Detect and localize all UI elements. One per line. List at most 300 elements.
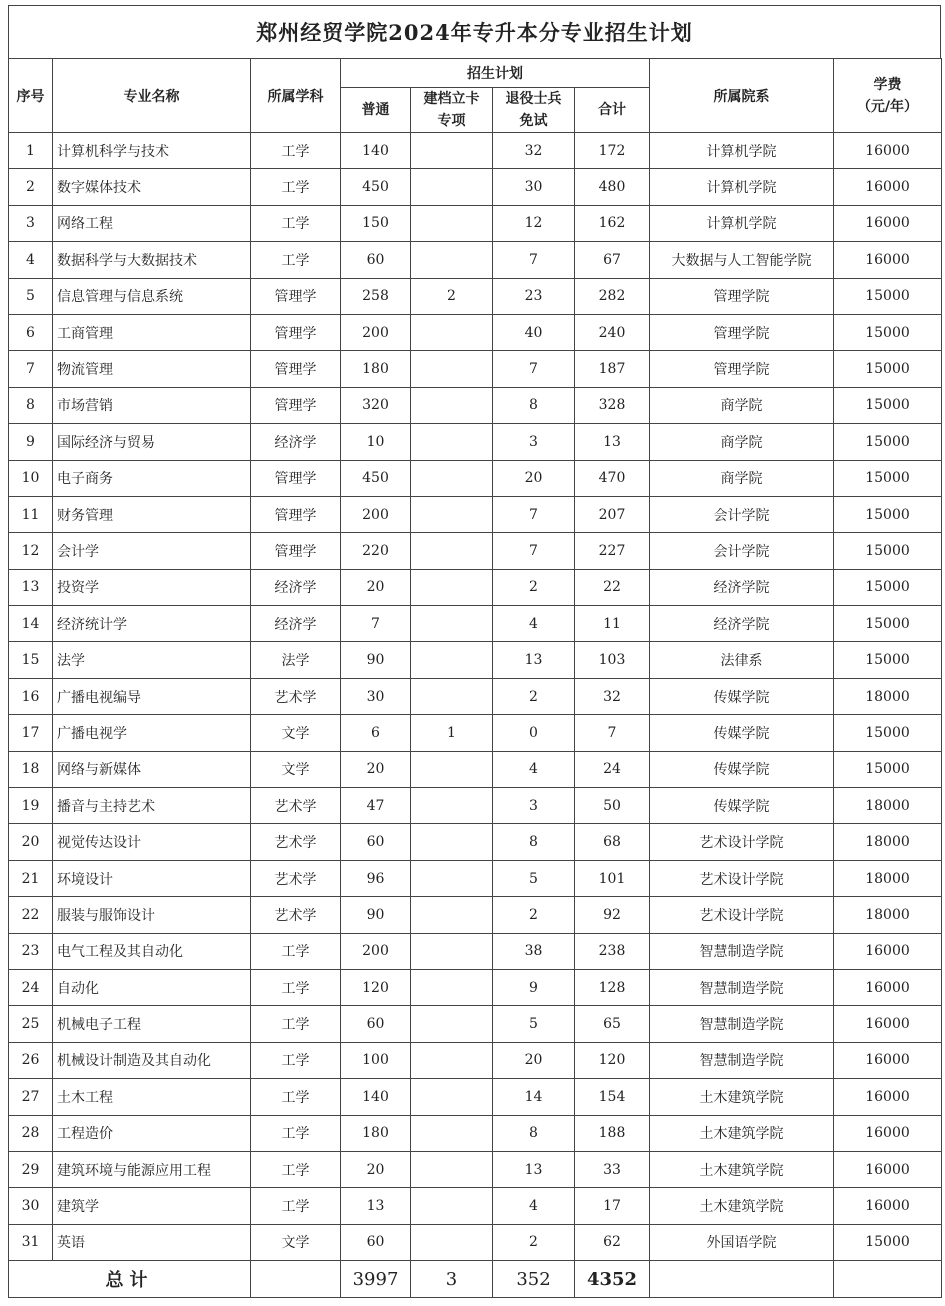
cell-college: 经济学院: [650, 569, 834, 605]
cell-special: [411, 933, 493, 969]
cell-special: [411, 751, 493, 787]
cell-total: 50: [575, 788, 650, 824]
header-plan-normal-line: 普通: [361, 102, 390, 118]
cell-fee: 16000: [834, 169, 942, 205]
table-row: [9, 569, 942, 605]
cell-total: 187: [575, 351, 650, 387]
cell-fee: 15000: [834, 278, 942, 314]
cell-major: 工程造价: [53, 1115, 251, 1151]
cell-seq: 8: [9, 387, 53, 423]
cell-normal: 90: [341, 642, 411, 678]
cell-total: 67: [575, 242, 650, 278]
cell-special: [411, 569, 493, 605]
cell-discipline: 艺术学: [251, 824, 341, 860]
cell-special: 2: [411, 278, 493, 314]
cell-seq: 1: [9, 133, 53, 169]
cell-veteran: 5: [493, 1006, 575, 1042]
table-row: [9, 751, 942, 787]
cell-fee: 16000: [834, 969, 942, 1005]
cell-major: 环境设计: [53, 860, 251, 896]
cell-college: 传媒学院: [650, 715, 834, 751]
cell-fee: 15000: [834, 715, 942, 751]
cell-major: 视觉传达设计: [53, 824, 251, 860]
cell-seq: 25: [9, 1006, 53, 1042]
cell-normal: 60: [341, 1006, 411, 1042]
cell-discipline: 文学: [251, 715, 341, 751]
table-row: [9, 278, 942, 314]
cell-veteran: 13: [493, 642, 575, 678]
cell-college: 法律系: [650, 642, 834, 678]
cell-major: 土木工程: [53, 1079, 251, 1115]
cell-normal: 450: [341, 169, 411, 205]
cell-discipline: 管理学: [251, 533, 341, 569]
cell-seq: 20: [9, 824, 53, 860]
cell-veteran: 4: [493, 1188, 575, 1224]
cell-major: 国际经济与贸易: [53, 424, 251, 460]
cell-college: 外国语学院: [650, 1224, 834, 1260]
cell-veteran: 4: [493, 751, 575, 787]
header-plan-special-line: 专项: [437, 113, 466, 129]
cell-veteran: 8: [493, 387, 575, 423]
cell-college: 会计学院: [650, 496, 834, 532]
cell-college: 计算机学院: [650, 205, 834, 241]
cell-total: 32: [575, 678, 650, 714]
cell-total: 101: [575, 860, 650, 896]
cell-college: 管理学院: [650, 351, 834, 387]
cell-major: 物流管理: [53, 351, 251, 387]
cell-major: 信息管理与信息系统: [53, 278, 251, 314]
totals-total: 4352: [575, 1261, 650, 1298]
totals-fee-empty: [834, 1261, 942, 1298]
cell-special: [411, 1115, 493, 1151]
cell-total: 13: [575, 424, 650, 460]
cell-fee: 15000: [834, 533, 942, 569]
cell-veteran: 14: [493, 1079, 575, 1115]
cell-seq: 24: [9, 969, 53, 1005]
cell-normal: 258: [341, 278, 411, 314]
cell-seq: 17: [9, 715, 53, 751]
cell-special: [411, 1042, 493, 1078]
cell-normal: 60: [341, 242, 411, 278]
cell-normal: 150: [341, 205, 411, 241]
cell-total: 227: [575, 533, 650, 569]
cell-seq: 16: [9, 678, 53, 714]
cell-veteran: 2: [493, 678, 575, 714]
cell-college: 智慧制造学院: [650, 969, 834, 1005]
cell-special: [411, 424, 493, 460]
cell-fee: 15000: [834, 387, 942, 423]
cell-normal: 200: [341, 496, 411, 532]
cell-special: [411, 788, 493, 824]
cell-total: 22: [575, 569, 650, 605]
cell-seq: 5: [9, 278, 53, 314]
cell-major: 建筑学: [53, 1188, 251, 1224]
cell-veteran: 40: [493, 314, 575, 350]
cell-special: [411, 897, 493, 933]
cell-special: [411, 969, 493, 1005]
cell-seq: 23: [9, 933, 53, 969]
cell-special: [411, 824, 493, 860]
cell-discipline: 工学: [251, 169, 341, 205]
cell-college: 计算机学院: [650, 169, 834, 205]
cell-discipline: 管理学: [251, 314, 341, 350]
cell-seq: 12: [9, 533, 53, 569]
cell-veteran: 3: [493, 788, 575, 824]
cell-seq: 31: [9, 1224, 53, 1260]
cell-college: 管理学院: [650, 314, 834, 350]
cell-total: 282: [575, 278, 650, 314]
cell-discipline: 工学: [251, 1042, 341, 1078]
cell-total: 17: [575, 1188, 650, 1224]
cell-college: 智慧制造学院: [650, 1042, 834, 1078]
cell-discipline: 工学: [251, 133, 341, 169]
table-header: [9, 59, 942, 133]
cell-college: 传媒学院: [650, 751, 834, 787]
cell-fee: 16000: [834, 1006, 942, 1042]
cell-discipline: 工学: [251, 242, 341, 278]
cell-special: 1: [411, 715, 493, 751]
cell-college: 土木建筑学院: [650, 1151, 834, 1187]
cell-special: [411, 1006, 493, 1042]
cell-normal: 20: [341, 569, 411, 605]
cell-fee: 16000: [834, 205, 942, 241]
cell-special: [411, 1079, 493, 1115]
header-seq: 序号: [9, 59, 53, 133]
cell-veteran: 30: [493, 169, 575, 205]
cell-total: 240: [575, 314, 650, 350]
cell-special: [411, 351, 493, 387]
cell-fee: 15000: [834, 642, 942, 678]
cell-special: [411, 387, 493, 423]
cell-seq: 29: [9, 1151, 53, 1187]
cell-discipline: 工学: [251, 1079, 341, 1115]
enrollment-plan-sheet: [8, 5, 941, 1298]
cell-normal: 140: [341, 133, 411, 169]
cell-normal: 100: [341, 1042, 411, 1078]
totals-label: 总计: [9, 1261, 251, 1298]
cell-seq: 14: [9, 606, 53, 642]
totals-normal: 3997: [341, 1261, 411, 1298]
cell-normal: 6: [341, 715, 411, 751]
cell-discipline: 工学: [251, 1151, 341, 1187]
cell-major: 机械电子工程: [53, 1006, 251, 1042]
cell-veteran: 12: [493, 205, 575, 241]
table-row: [9, 133, 942, 169]
cell-veteran: 3: [493, 424, 575, 460]
cell-major: 自动化: [53, 969, 251, 1005]
cell-college: 管理学院: [650, 278, 834, 314]
cell-normal: 450: [341, 460, 411, 496]
header-college: 所属院系: [650, 59, 834, 133]
cell-discipline: 经济学: [251, 424, 341, 460]
cell-discipline: 管理学: [251, 496, 341, 532]
cell-seq: 9: [9, 424, 53, 460]
cell-major: 播音与主持艺术: [53, 788, 251, 824]
table-row: [9, 314, 942, 350]
cell-veteran: 7: [493, 533, 575, 569]
table-row: [9, 205, 942, 241]
cell-fee: 16000: [834, 1042, 942, 1078]
header-plan-normal: [341, 88, 411, 133]
cell-college: 智慧制造学院: [650, 1006, 834, 1042]
header-plan-veteran-line: 免试: [519, 113, 548, 129]
cell-fee: 16000: [834, 133, 942, 169]
cell-normal: 20: [341, 1151, 411, 1187]
table-row: [9, 1151, 942, 1187]
table-row: [9, 1079, 942, 1115]
table-row: [9, 169, 942, 205]
cell-discipline: 工学: [251, 205, 341, 241]
cell-seq: 19: [9, 788, 53, 824]
header-plan-total-line: 合计: [598, 102, 626, 118]
cell-total: 328: [575, 387, 650, 423]
cell-veteran: 20: [493, 460, 575, 496]
cell-normal: 13: [341, 1188, 411, 1224]
cell-normal: 47: [341, 788, 411, 824]
cell-fee: 16000: [834, 1079, 942, 1115]
cell-total: 162: [575, 205, 650, 241]
cell-seq: 2: [9, 169, 53, 205]
table-row: [9, 1115, 942, 1151]
cell-normal: 7: [341, 606, 411, 642]
table-row: [9, 460, 942, 496]
cell-special: [411, 678, 493, 714]
cell-fee: 15000: [834, 351, 942, 387]
cell-seq: 7: [9, 351, 53, 387]
cell-total: 33: [575, 1151, 650, 1187]
cell-fee: 15000: [834, 1224, 942, 1260]
cell-major: 建筑环境与能源应用工程: [53, 1151, 251, 1187]
totals-discipline-empty: [251, 1261, 341, 1298]
table-row: [9, 933, 942, 969]
cell-total: 7: [575, 715, 650, 751]
cell-special: [411, 533, 493, 569]
cell-veteran: 7: [493, 496, 575, 532]
table-row: [9, 1042, 942, 1078]
cell-college: 艺术设计学院: [650, 860, 834, 896]
cell-major: 计算机科学与技术: [53, 133, 251, 169]
cell-fee: 15000: [834, 569, 942, 605]
cell-fee: 18000: [834, 788, 942, 824]
table-row: [9, 788, 942, 824]
cell-discipline: 管理学: [251, 387, 341, 423]
cell-discipline: 工学: [251, 1006, 341, 1042]
cell-normal: 120: [341, 969, 411, 1005]
table-row: [9, 642, 942, 678]
cell-veteran: 0: [493, 715, 575, 751]
header-major: 专业名称: [53, 59, 251, 133]
cell-total: 11: [575, 606, 650, 642]
cell-veteran: 2: [493, 1224, 575, 1260]
cell-special: [411, 205, 493, 241]
cell-seq: 6: [9, 314, 53, 350]
cell-discipline: 文学: [251, 751, 341, 787]
cell-total: 62: [575, 1224, 650, 1260]
cell-discipline: 管理学: [251, 351, 341, 387]
cell-major: 数据科学与大数据技术: [53, 242, 251, 278]
cell-fee: 18000: [834, 824, 942, 860]
cell-major: 网络与新媒体: [53, 751, 251, 787]
cell-discipline: 艺术学: [251, 897, 341, 933]
cell-discipline: 艺术学: [251, 678, 341, 714]
cell-seq: 26: [9, 1042, 53, 1078]
cell-fee: 18000: [834, 678, 942, 714]
cell-discipline: 经济学: [251, 569, 341, 605]
cell-total: 154: [575, 1079, 650, 1115]
cell-special: [411, 496, 493, 532]
cell-fee: 16000: [834, 933, 942, 969]
cell-seq: 22: [9, 897, 53, 933]
cell-seq: 27: [9, 1079, 53, 1115]
cell-special: [411, 169, 493, 205]
cell-veteran: 38: [493, 933, 575, 969]
cell-fee: 16000: [834, 1188, 942, 1224]
table-row: [9, 897, 942, 933]
cell-special: [411, 460, 493, 496]
cell-special: [411, 860, 493, 896]
cell-fee: 15000: [834, 460, 942, 496]
table-row: [9, 1224, 942, 1260]
cell-college: 大数据与人工智能学院: [650, 242, 834, 278]
cell-college: 商学院: [650, 460, 834, 496]
cell-discipline: 管理学: [251, 460, 341, 496]
cell-fee: 18000: [834, 897, 942, 933]
cell-total: 238: [575, 933, 650, 969]
cell-veteran: 2: [493, 897, 575, 933]
cell-normal: 60: [341, 1224, 411, 1260]
cell-seq: 3: [9, 205, 53, 241]
cell-normal: 90: [341, 897, 411, 933]
cell-college: 土木建筑学院: [650, 1188, 834, 1224]
cell-special: [411, 1224, 493, 1260]
header-plan-veteran: [493, 88, 575, 133]
cell-major: 广播电视编导: [53, 678, 251, 714]
cell-seq: 30: [9, 1188, 53, 1224]
page-title: 郑州经贸学院2024年专升本分专业招生计划: [8, 5, 941, 58]
header-plan: 招生计划: [341, 59, 650, 88]
header-discipline: 所属学科: [251, 59, 341, 133]
cell-seq: 13: [9, 569, 53, 605]
table-row: [9, 351, 942, 387]
cell-veteran: 9: [493, 969, 575, 1005]
cell-major: 市场营销: [53, 387, 251, 423]
cell-normal: 96: [341, 860, 411, 896]
cell-special: [411, 606, 493, 642]
header-plan-total: [575, 88, 650, 133]
cell-total: 92: [575, 897, 650, 933]
cell-special: [411, 242, 493, 278]
cell-college: 会计学院: [650, 533, 834, 569]
header-fee-line1: 学费: [873, 76, 902, 93]
cell-college: 土木建筑学院: [650, 1115, 834, 1151]
cell-veteran: 5: [493, 860, 575, 896]
cell-major: 经济统计学: [53, 606, 251, 642]
cell-veteran: 2: [493, 569, 575, 605]
cell-major: 服装与服饰设计: [53, 897, 251, 933]
cell-veteran: 8: [493, 1115, 575, 1151]
cell-normal: 320: [341, 387, 411, 423]
cell-total: 470: [575, 460, 650, 496]
cell-discipline: 文学: [251, 1224, 341, 1260]
cell-normal: 30: [341, 678, 411, 714]
table-footer: [9, 1261, 942, 1298]
header-plan-special-line: 建档立卡: [423, 91, 480, 107]
cell-college: 传媒学院: [650, 678, 834, 714]
cell-normal: 200: [341, 933, 411, 969]
cell-total: 65: [575, 1006, 650, 1042]
cell-seq: 28: [9, 1115, 53, 1151]
cell-college: 商学院: [650, 387, 834, 423]
cell-total: 24: [575, 751, 650, 787]
cell-special: [411, 133, 493, 169]
cell-college: 传媒学院: [650, 788, 834, 824]
cell-discipline: 法学: [251, 642, 341, 678]
cell-normal: 180: [341, 351, 411, 387]
cell-major: 会计学: [53, 533, 251, 569]
cell-seq: 15: [9, 642, 53, 678]
cell-discipline: 工学: [251, 969, 341, 1005]
cell-normal: 20: [341, 751, 411, 787]
cell-seq: 11: [9, 496, 53, 532]
table-row: [9, 969, 942, 1005]
cell-fee: 15000: [834, 496, 942, 532]
table-row: [9, 496, 942, 532]
cell-college: 智慧制造学院: [650, 933, 834, 969]
cell-veteran: 23: [493, 278, 575, 314]
cell-normal: 60: [341, 824, 411, 860]
table-row: [9, 242, 942, 278]
cell-special: [411, 1151, 493, 1187]
cell-fee: 16000: [834, 1115, 942, 1151]
cell-discipline: 艺术学: [251, 788, 341, 824]
cell-major: 英语: [53, 1224, 251, 1260]
cell-special: [411, 642, 493, 678]
table-row: [9, 860, 942, 896]
table-row: [9, 424, 942, 460]
cell-major: 机械设计制造及其自动化: [53, 1042, 251, 1078]
cell-seq: 21: [9, 860, 53, 896]
totals-special: 3: [411, 1261, 493, 1298]
header-plan-special: [411, 88, 493, 133]
cell-special: [411, 314, 493, 350]
cell-veteran: 32: [493, 133, 575, 169]
cell-major: 电气工程及其自动化: [53, 933, 251, 969]
cell-major: 法学: [53, 642, 251, 678]
cell-discipline: 工学: [251, 1188, 341, 1224]
cell-college: 艺术设计学院: [650, 897, 834, 933]
cell-veteran: 7: [493, 242, 575, 278]
cell-total: 188: [575, 1115, 650, 1151]
cell-special: [411, 1188, 493, 1224]
table-row: [9, 387, 942, 423]
totals-row: [9, 1261, 942, 1298]
cell-total: 172: [575, 133, 650, 169]
cell-total: 68: [575, 824, 650, 860]
cell-major: 数字媒体技术: [53, 169, 251, 205]
table-row: [9, 824, 942, 860]
cell-major: 电子商务: [53, 460, 251, 496]
cell-major: 投资学: [53, 569, 251, 605]
cell-normal: 200: [341, 314, 411, 350]
cell-total: 128: [575, 969, 650, 1005]
table-row: [9, 606, 942, 642]
cell-veteran: 20: [493, 1042, 575, 1078]
cell-normal: 220: [341, 533, 411, 569]
header-fee-line2: （元/年）: [856, 98, 919, 115]
cell-fee: 15000: [834, 751, 942, 787]
cell-fee: 15000: [834, 606, 942, 642]
cell-total: 120: [575, 1042, 650, 1078]
